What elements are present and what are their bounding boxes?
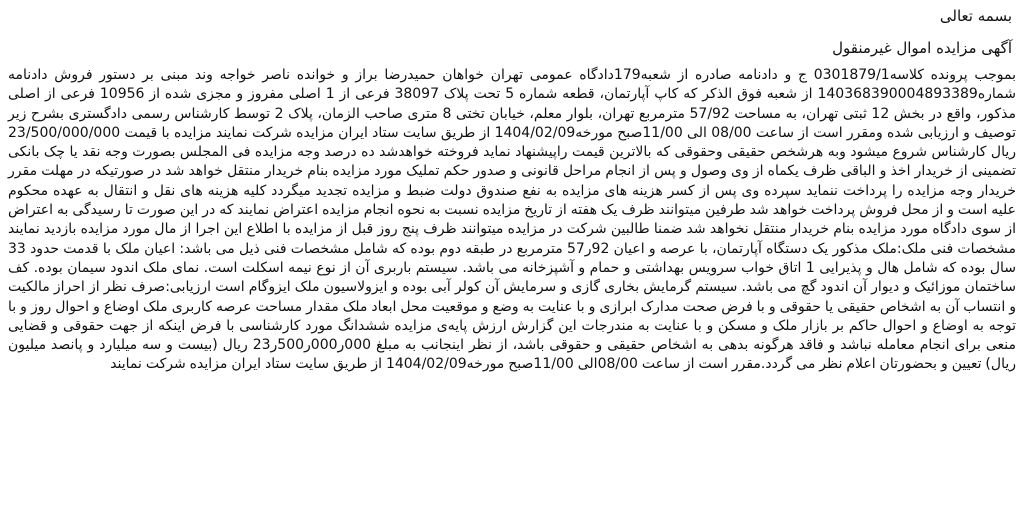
announcement-body: بموجب پرونده کلاسه0301879/1 ج و دادنامه صادره از شعبه179دادگاه عمومی تهران خواهان حمیدرضا براز و خوانده ناصر خواجه وند مبنی بر دستور فروش دادنامه شماره140368390004893389 از شعبه فوق الذکر که کاپ آپارتمان، قطعه شماره 5 تحت پلاک 38097 فرعی از 1 اصلی مفروز و مجزی شده از 10956 فرعی از اصلی مذکور، واقع در بخش 12 ثبتی تهران، به مساحت 57/92 مترمربع تهران، بلوار معلم، خیابان تختی 8 متری صاحب الزمان، پلاک 2 توسط کارشناس رسمی دادگستری بشرح زیر توصیف و ارزیابی شده ومقرر است از ساعت 08/00 الی 11/00صبح مورخه1404/02/09 از طریق سایت ستاد ایران مزایده شرکت نمایند مزایده با قیمت 23/500/000/000 ریال کارشناس شروع میشود وبه هرشخص حقیقی وحقوقی که بالاترین قیمت راپیشنهاد نماید فروخته خواهدشد ده درصد وجه مزایده فی المجلس بصورت وجه نقد یا چک بانکی تضمینی از خریدار اخذ و الباقی ظرف یکماه از وی وصول و پس از انجام مراحل قانونی و صدور حکم تملیک مورد مزایده بنام خریدار منتقل خواهد شد در صورتیکه در مهلت مقرر خریدار وجه مزایده را پرداخت ننماید سپرده وی پس از کسر هزینه های مزایده به نفع صندوق دولت ضبط و مزایده تجدید میگردد کلیه هزینه های نقل و انتقال به عهده محکوم علیه است و از محل فروش پرداخت خواهد شد طرفین میتوانند ظرف یک هفته از تاریخ مزایده نسبت به نحوه انجام مزایده اعتراض نمایند که در این صورت تا رسیدگی به اعتراض از سوی دادگاه مورد مزایده بنام خریدار منتقل نخواهد شد ضمنا طالبین شرکت در مزایده میتوانند ظرف پنج روز قبل از مزایده با اطلاع این اجرا از مال مورد مزایده بازدید نمایند مشخصات فنی ملک:ملک مذکور یک دستگاه آپارتمان، با عرصه و اعیان 92ر57 مترمربع در طبقه دوم بوده که شامل مشخصات فنی ذیل می باشد: اعیان ملک با قدمت حدود 33 سال بوده که شامل هال و پذیرایی 1 اتاق خواب سرویس بهداشتی و حمام و آشپزخانه می باشد. سیستم باربری آن از نوع نیمه اسکلت است. نمای ملک اندود سیمان بوده. کف ساختمان موزائیک و دیوار آن اندود گچ می باشد. سیستم گرمایش بخاری گازی و سرمایش آن کولر آبی بوده و ایزولاسیون ملک ایزوگام است ارزیابی:صرف نظر از احراز مالکیت و انتساب آن به اشخاص حقیقی یا حقوقی و با فرض صحت مدارک ابرازی و با عنایت به وضع و موقعیت محل ابعاد ملک مقدار مساحت عرصه کاربری ملک اوضاع و احوال روز و با توجه به اوضاع و احوال حاکم بر بازار ملک و مسکن و با عنایت به مندرجات این گزارش ارزش پایه‌ی مزایده ششدانگ مورد کارشناسی با فرض اینکه از جهت حقوقی و قضایی منعی برای انجام معامله نباشد و فاقد هرگونه بدهی به اشخاص حقیقی و حقوقی باشد، از نظر اینجانب به مبلغ 000ر000ر500ر23 ریال (بیست و سه میلیارد و پانصد میلیون ریال) تعیین و بحضورتان اعلام نظر می گردد.مقرر است از ساعت 08/00الی 11/00صبح مورخه1404/02/09 از طریق سایت ستاد ایران مزایده شرکت نمایند xyxy=(8,67,1017,373)
basmala-heading: بسمه تعالی xyxy=(939,7,1012,25)
announcement-title: آگهی مزایده اموال غیرمنقول xyxy=(832,39,1012,57)
